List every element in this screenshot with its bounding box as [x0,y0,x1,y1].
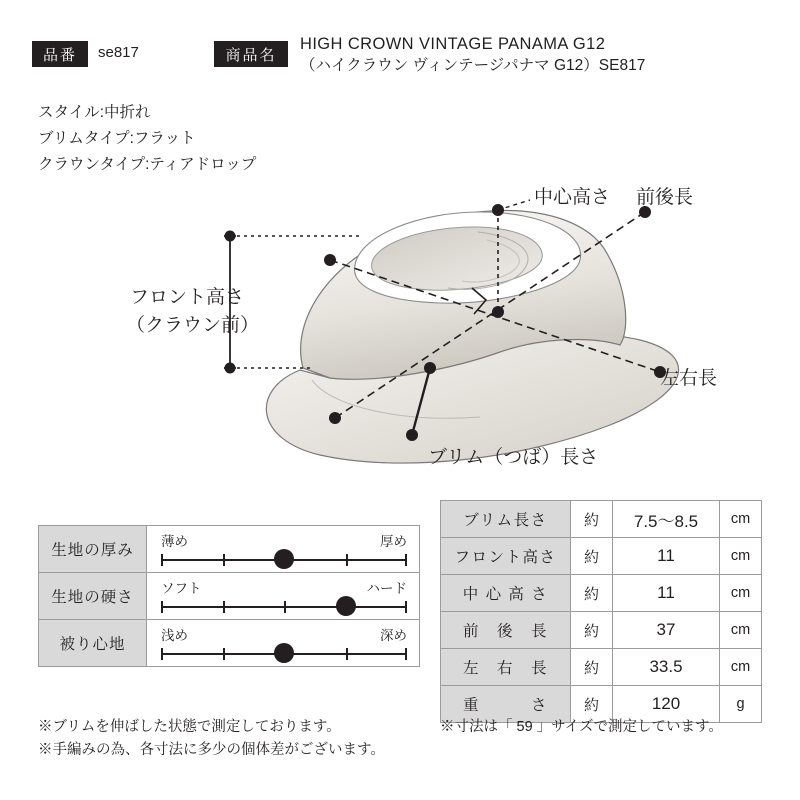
table-row [441,649,762,686]
label-front-height-line1: フロント高さ [130,287,245,308]
gauge-dot-firmness [336,596,356,616]
gauge-body-thickness [147,526,419,572]
gauge-dot-thickness [274,549,294,569]
label-front-back-length: 前後長 [636,187,694,208]
gauge-body-fit [147,620,419,666]
meas-approx-left-right: 約 [571,649,613,686]
gauge-body-firmness [147,573,419,619]
meas-unit-left-right: cm [720,649,762,686]
label-center-height: 中心高さ [534,187,611,208]
product-code-value: se817 [98,44,139,61]
meas-unit-brim: cm [720,501,762,538]
note-left-2: ※手編みの為、各寸法に多少の個体差がございます。 [38,742,385,758]
meas-unit-front-height: cm [720,538,762,575]
point-front-back-bottom [329,412,341,424]
meas-approx-front-back: 約 [571,612,613,649]
meas-label-center-height: 中 心 高 さ [441,575,571,612]
measurement-table [440,500,762,723]
note-left-1: ※ブリムを伸ばした状態で測定しております。 [38,719,341,735]
meas-value-front-height: 11 [613,538,720,575]
meas-unit-front-back: cm [720,612,762,649]
meas-value-left-right: 33.5 [613,649,720,686]
point-front-height-top [225,231,236,242]
gauge-row-firmness [39,573,419,620]
product-name-en: HIGH CROWN VINTAGE PANAMA G12 [300,35,606,53]
meas-value-front-back: 37 [613,612,720,649]
meas-label-front-height: フロント高さ [441,538,571,575]
product-header [32,36,768,80]
product-name-block [300,33,770,76]
meas-label-weight: 重 さ [441,686,571,723]
gauge-label-fit: 被り心地 [39,620,147,666]
meas-value-weight: 120 [613,686,720,723]
label-left-right-length: 左右長 [660,368,718,389]
point-brim-inner [424,362,436,374]
gauge-left-label-firmness: ソフト [161,581,202,596]
gauge-row-fit [39,620,419,666]
meas-label-left-right: 左 右 長 [441,649,571,686]
label-brim-length: ブリム（つば）長さ [428,447,599,468]
point-crown-center [492,306,504,318]
gauge-right-label-thickness: 厚め [380,534,407,549]
gauge-right-label-firmness: ハード [366,581,407,596]
point-brim-outer [406,429,418,441]
gauge-scale-firmness [161,601,407,613]
meas-label-front-back: 前 後 長 [441,612,571,649]
label-front-height-line2: （クラウン前） [126,315,260,336]
spec-style: スタイル:中折れ [38,104,151,121]
table-row [441,501,762,538]
gauge-left-label-fit: 浅め [161,628,188,643]
product-name-tag: 商品名 [214,41,288,67]
notes-left [38,716,385,762]
spec-crown-type: クラウンタイプ:ティアドロップ [38,156,257,173]
meas-approx-weight: 約 [571,686,613,723]
meas-label-brim: ブリム長さ [441,501,571,538]
gauge-row-thickness [39,526,419,573]
meas-approx-brim: 約 [571,501,613,538]
gauge-scale-fit [161,648,407,660]
spec-brim-type: ブリムタイプ:フラット [38,130,196,147]
gauge-right-label-fit: 深め [380,628,407,643]
point-left-right-left [324,254,336,266]
product-name-jp: （ハイクラウン ヴィンテージパナマ G12）SE817 [300,57,646,74]
meas-unit-center-height: cm [720,575,762,612]
table-row [441,538,762,575]
table-row [441,612,762,649]
gauge-left-label-thickness: 薄め [161,534,188,549]
gauge-label-thickness: 生地の厚み [39,526,147,572]
gauge-dot-fit [274,643,294,663]
meas-value-brim: 7.5～8.5 [613,501,720,538]
meas-approx-center-height: 約 [571,575,613,612]
table-row [441,575,762,612]
product-code-tag: 品番 [32,41,88,67]
gauge-label-firmness: 生地の硬さ [39,573,147,619]
note-right-1: ※寸法は「 59 」サイズで測定しています。 [440,719,723,735]
notes-right [440,716,723,739]
meas-unit-weight: g [720,686,762,723]
meas-approx-front-height: 約 [571,538,613,575]
hat-diagram [0,140,800,480]
gauge-panel [38,525,420,667]
point-crown-top [492,204,504,216]
gauge-scale-thickness [161,554,407,566]
meas-value-center-height: 11 [613,575,720,612]
point-front-height-bottom [225,363,236,374]
